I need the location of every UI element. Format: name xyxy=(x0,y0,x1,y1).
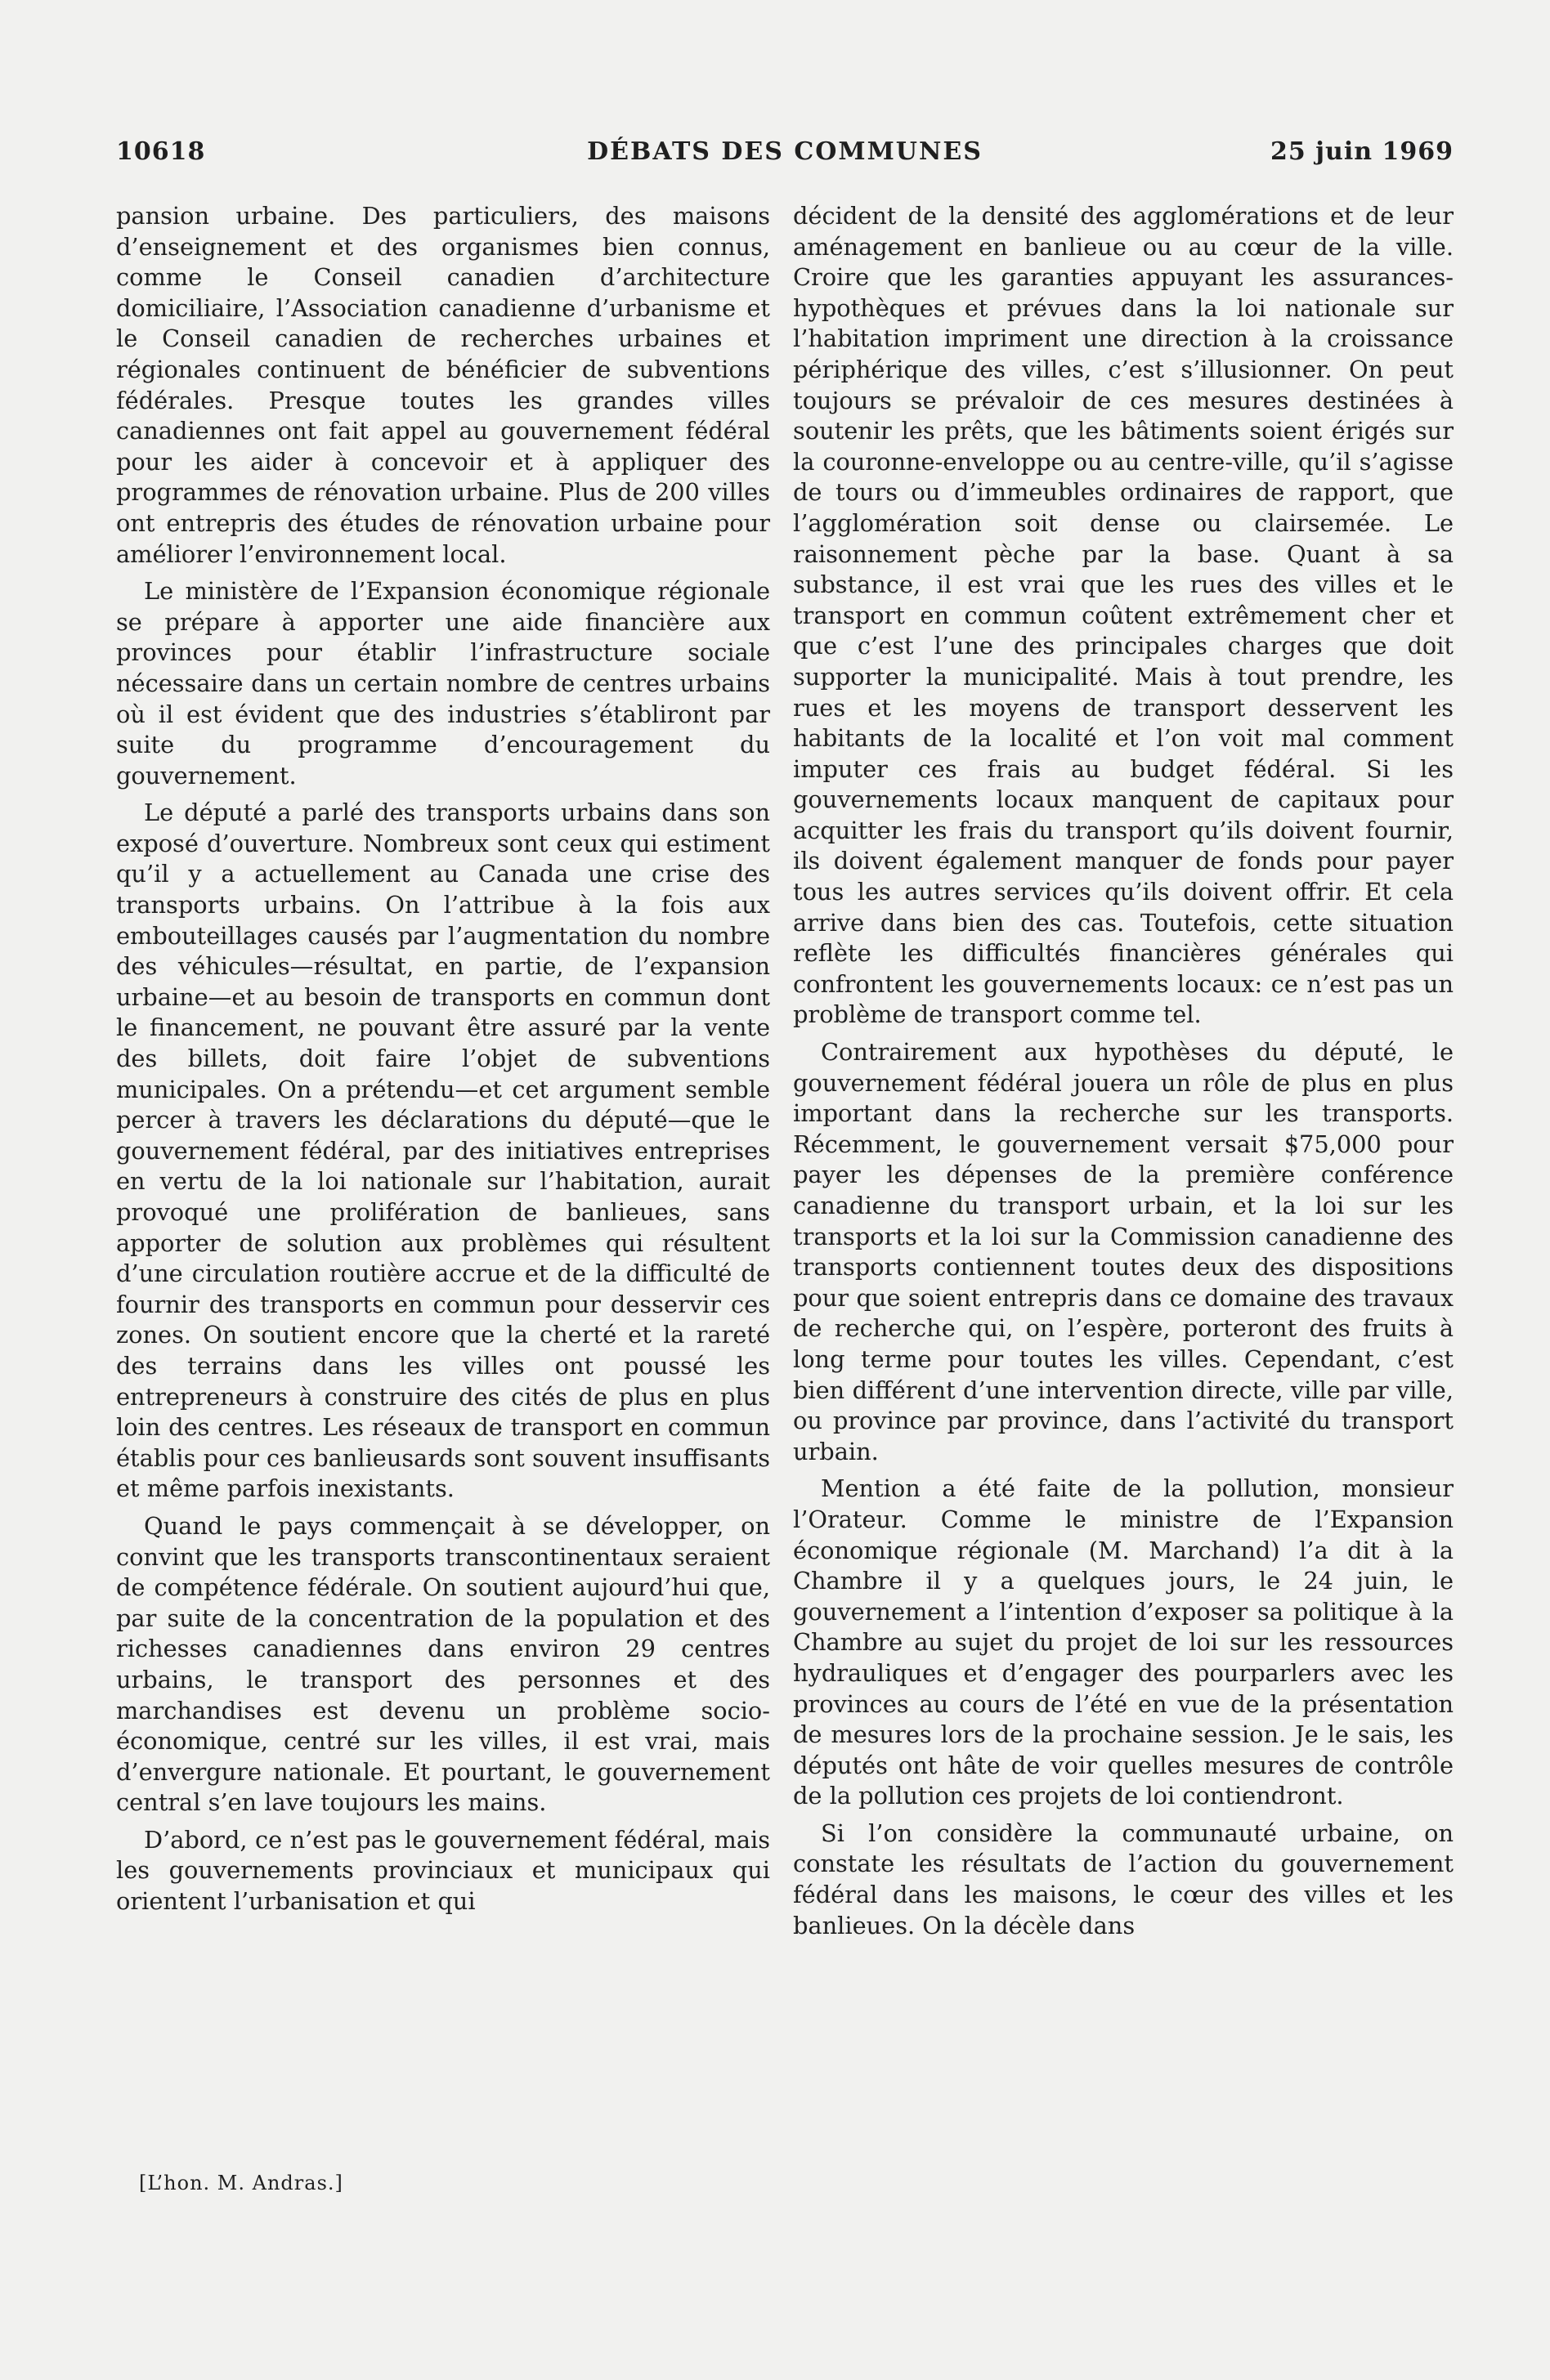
paragraph: Le ministère de l’Expansion économique régionale se prépare à apporter une aide financière aux provinces pour établir l’infrastructure sociale nécessaire dans un certain nombre de centres urbains où il est évident que des industries s’établiront par suite du programme d’encouragement du gouvernement. xyxy=(116,577,770,790)
left-column xyxy=(116,201,770,1917)
page-header xyxy=(116,137,1454,173)
paragraph: Mention a été faite de la pollution, monsieur l’Orateur. Comme le ministre de l’Expansion économique régionale (M. Marchand) l’a dit à la Chambre il y a quelques jours, le 24 juin, le gouvernement a l’intention d’exposer sa politique à la Chambre au sujet du projet de loi sur les ressources hydrauliques et d’engager des pourparlers avec les provinces au cours de l’été en vue de la présentation de mesures lors de la prochaine session. Je le sais, les députés ont hâte de voir quelles mesures de contrôle de la pollution ces projets de loi contiendront. xyxy=(793,1474,1454,1810)
page-date: 25 juin 1969 xyxy=(1270,137,1454,166)
paragraph: Si l’on considère la communauté urbaine, on constate les résultats de l’action du gouvernement fédéral dans les maisons, le cœur des villes et les banlieues. On la décèle dans xyxy=(793,1819,1454,1939)
page-number: 10618 xyxy=(116,137,206,166)
page-title: DÉBATS DES COMMUNES xyxy=(587,137,983,166)
right-column xyxy=(793,201,1454,1941)
speaker-attribution: [L’hon. M. Andras.] xyxy=(139,2172,343,2194)
paragraph: Le député a parlé des transports urbains dans son exposé d’ouverture. Nombreux sont ceux qui estiment qu’il y a actuellement au Canada une crise des transports urbains. On l’attribue à la fois aux embouteillages causés par l’augmentation du nombre des véhicules—résultat, en partie, de l’expansion urbaine—et au besoin de transports en commun dont le financement, ne pouvant être assuré par la vente des billets, doit faire l’objet de subventions municipales. On a prétendu—et cet argument semble percer à travers les déclarations du député—que le gouvernement fédéral, par des initiatives entreprises en vertu de la loi nationale sur l’habitation, aurait provoqué une prolifération de banlieues, sans apporter de solution aux problèmes qui résultent d’une circulation routière accrue et de la difficulté de fournir des transports en commun pour desservir ces zones. On soutient encore que la cherté et la rareté des terrains dans les villes ont poussé les entrepreneurs à construire des cités de plus en plus loin des centres. Les réseaux de transport en commun établis pour ces banlieusards sont souvent insuffisants et même parfois inexistants. xyxy=(116,799,770,1503)
paragraph: D’abord, ce n’est pas le gouvernement fédéral, mais les gouvernements provinciaux et municipaux qui orientent l’urbanisation et qui xyxy=(116,1825,770,1916)
paragraph: Contrairement aux hypothèses du député, le gouvernement fédéral jouera un rôle de plus en plus important dans la recherche sur les transports. Récemment, le gouvernement versait $75,000 pour payer les dépenses de la première conférence canadienne du transport urbain, et la loi sur les transports et la loi sur la Commission canadienne des transports contiennent toutes deux des dispositions pour que soient entrepris dans ce domaine des travaux de recherche qui, on l’espère, porteront des fruits à long terme pour toutes les villes. Cependant, c’est bien différent d’une intervention directe, ville par ville, ou province par province, dans l’activité du transport urbain. xyxy=(793,1038,1454,1465)
paragraph: pansion urbaine. Des particuliers, des maisons d’enseignement et des organismes bien connus, comme le Conseil canadien d’architecture domiciliaire, l’Association canadienne d’urbanisme et le Conseil canadien de recherches urbaines et régionales continuent de bénéficier de subventions fédérales. Presque toutes les grandes villes canadiennes ont fait appel au gouvernement fédéral pour les aider à concevoir et à appliquer des programmes de rénovation urbaine. Plus de 200 villes ont entrepris des études de rénovation urbaine pour améliorer l’environnement local. xyxy=(116,202,770,568)
paragraph: Quand le pays commençait à se développer, on convint que les transports transcontinentaux seraient de compétence fédérale. On soutient aujourd’hui que, par suite de la concentration de la population et des richesses canadiennes dans environ 29 centres urbains, le transport des personnes et des marchandises est devenu un problème socio-économique, centré sur les villes, il est vrai, mais d’envergure nationale. Et pourtant, le gouvernement central s’en lave toujours les mains. xyxy=(116,1511,770,1817)
paragraph: décident de la densité des agglomérations et de leur aménagement en banlieue ou au cœur de la ville. Croire que les garanties appuyant les assurances-hypothèques et prévues dans la loi nationale sur l’habitation impriment une direction à la croissance périphérique des villes, c’est s’illusionner. On peut toujours se prévaloir de ces mesures destinées à soutenir les prêts, que les bâtiments soient érigés sur la couronne-enveloppe ou au centre-ville, qu’il s’agisse de tours ou d’immeubles ordinaires de rapport, que l’agglomération soit dense ou clairsemée. Le raisonnement pèche par la base. Quant à sa substance, il est vrai que les rues des villes et le transport en commun coûtent extrêmement cher et que c’est l’une des principales charges que doit supporter la municipalité. Mais à tout prendre, les rues et les moyens de transport desservent les habitants de la localité et l’on voit mal comment imputer ces frais au budget fédéral. Si les gouvernements locaux manquent de capitaux pour acquitter les frais du transport qu’ils doivent fournir, ils doivent également manquer de fonds pour payer tous les autres services qu’ils doivent offrir. Et cela arrive dans bien des cas. Toutefois, cette situation reflète les difficultés financières générales qui confrontent les gouvernements locaux: ce n’est pas un problème de transport comme tel. xyxy=(793,202,1454,1029)
